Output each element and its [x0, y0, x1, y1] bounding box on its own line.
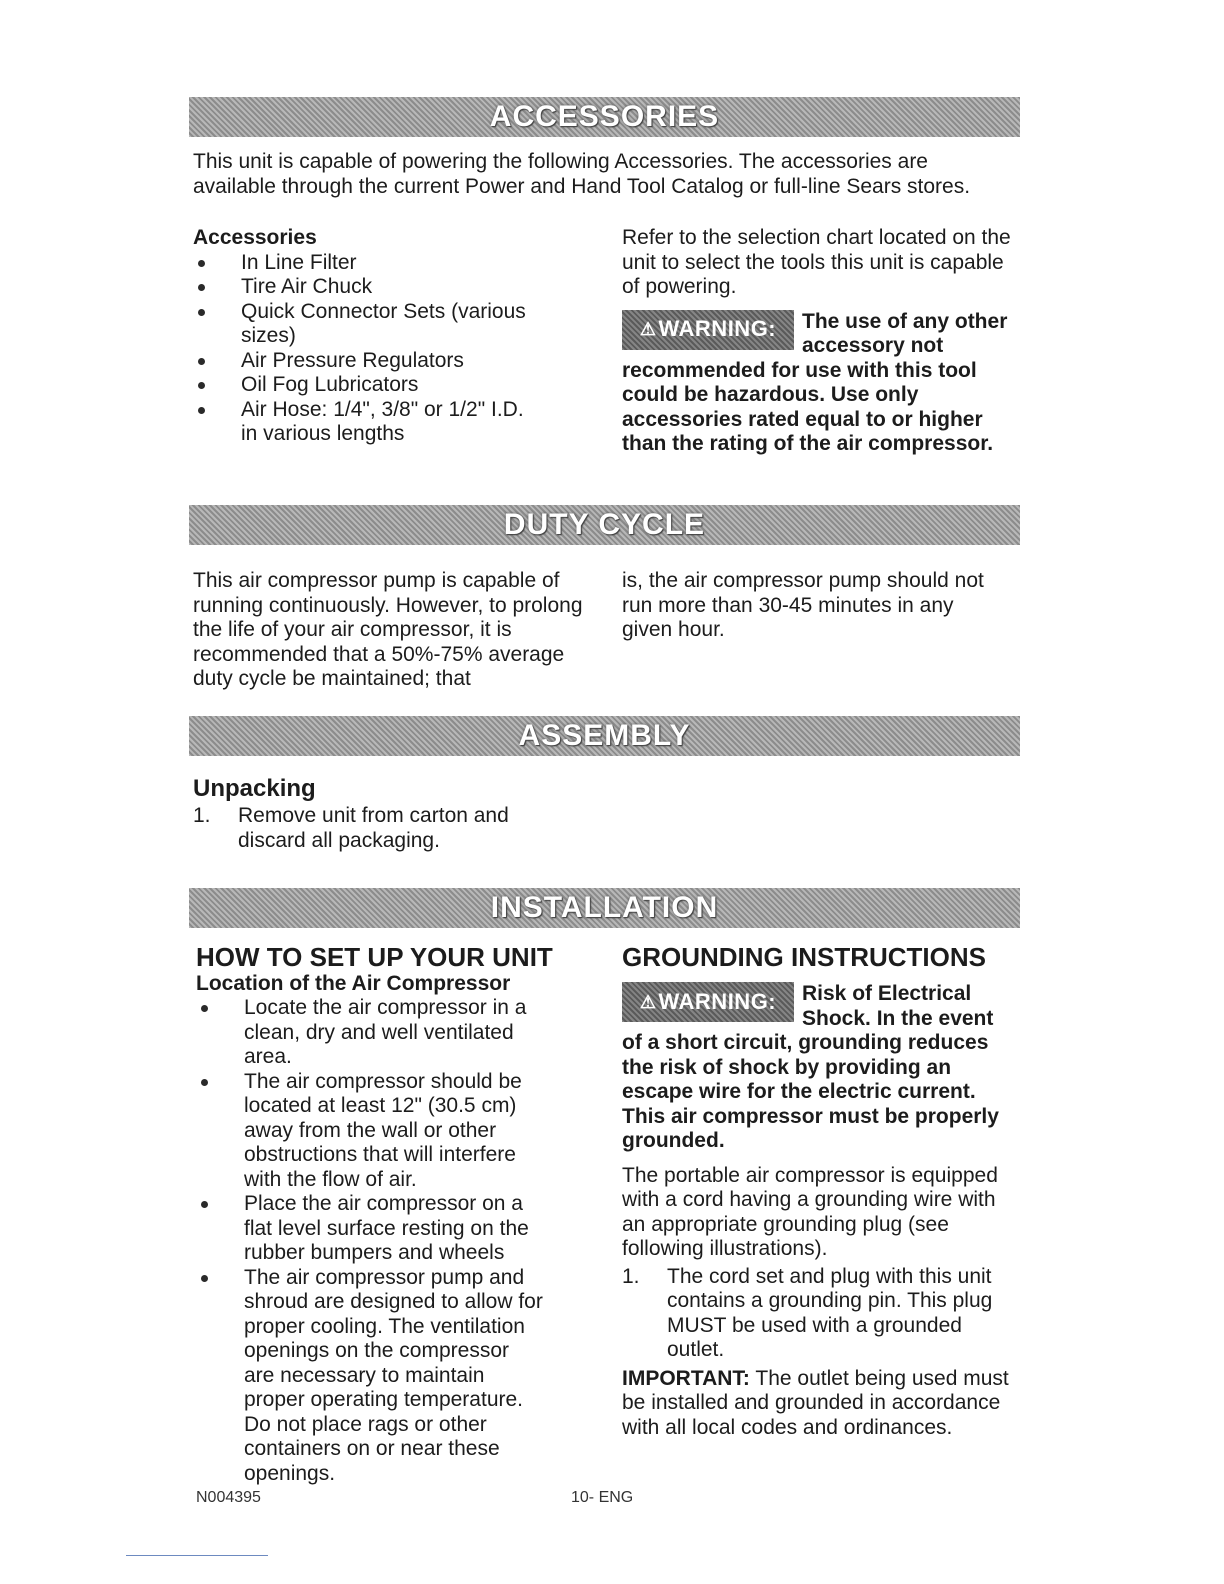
assembly-banner-title: ASSEMBLY [518, 719, 691, 752]
doc-number: N004395 [196, 1489, 261, 1506]
installation-banner-title: INSTALLATION [490, 891, 719, 924]
assembly-block [193, 774, 593, 853]
setup-heading: HOW TO SET UP YOUR UNIT [196, 942, 553, 972]
important-text: The outlet being used must be installed and grounded in accordance with all local codes and ordinances. [622, 1366, 1009, 1439]
warning-triangle-icon: ⚠ [639, 991, 657, 1012]
list-item: Air Pressure Regulators [193, 349, 538, 374]
accessories-banner-title: ACCESSORIES [489, 100, 720, 133]
selection-chart-text: Refer to the selection chart located on the unit to select the tools this unit is capable of powering. [622, 226, 1011, 298]
list-item: Quick Connector Sets (various sizes) [193, 300, 538, 349]
accessories-right-column [622, 226, 1017, 457]
grounding-heading: GROUNDING INSTRUCTIONS [622, 942, 986, 972]
warning-badge [622, 982, 794, 1022]
grounding-warning [622, 982, 1017, 1154]
list-item: Place the air compressor on a flat level surface resting on the rubber bumpers and wheels [196, 1192, 544, 1266]
accessories-list-block [193, 226, 593, 447]
list-item: In Line Filter [193, 251, 538, 276]
duty-cycle-banner [189, 505, 1020, 545]
location-heading: Location of the Air Compressor [196, 972, 511, 995]
list-item: Tire Air Chuck [193, 275, 538, 300]
list-item: Oil Fog Lubricators [193, 373, 538, 398]
important-note [622, 1367, 1017, 1441]
assembly-banner [189, 716, 1020, 756]
step-number: 1. [193, 804, 211, 827]
duty-cycle-banner-title: DUTY CYCLE [503, 508, 706, 541]
accessories-banner [189, 97, 1020, 137]
list-item [622, 1265, 1017, 1363]
installation-banner [189, 888, 1020, 928]
unpacking-steps [193, 804, 553, 853]
accessories-intro: This unit is capable of powering the following Accessories. The accessories are available through the current Power and Hand Tool Catalog or full-line Sears stores. [193, 150, 971, 198]
grounding-text: The portable air compressor is equipped with a cord having a grounding wire with an appropriate grounding plug (see following illustrations). [622, 1163, 998, 1260]
important-label: IMPORTANT: [622, 1366, 750, 1390]
location-list [196, 996, 544, 1486]
warning-badge-label: WARNING: [658, 988, 777, 1014]
list-item: Locate the air compressor in a clean, dry and well ventilated area. [196, 996, 544, 1070]
step-number: 1. [622, 1264, 640, 1288]
warning-triangle-icon: ⚠ [639, 319, 657, 340]
warning-badge-label: WARNING: [658, 316, 777, 342]
grounding-steps [622, 1265, 1017, 1363]
grounding-warning-text: Risk of Electrical Shock. In the event of a short circuit, grounding reduces the risk of shock by providing an escape wire for the electric current. This air compressor must be properly grounded. [622, 982, 999, 1152]
accessories-warning-text: The use of any other accessory not recommended for use with this tool could be hazardous. Use only accessories rated equal to or higher than the rating of the air compressor. [622, 309, 1008, 455]
unpacking-heading: Unpacking [193, 775, 316, 802]
footer-divider [126, 1555, 268, 1556]
duty-cycle-text-right: is, the air compressor pump should not run more than 30-45 minutes in any given hour. [622, 569, 984, 641]
list-item: Air Hose: 1/4", 3/8" or 1/2" I.D. in various lengths [193, 398, 538, 447]
accessories-warning [622, 310, 1017, 457]
warning-badge [622, 310, 794, 350]
list-item [193, 804, 553, 853]
list-item: The air compressor pump and shroud are designed to allow for proper cooling. The ventilation openings on the compressor are necessary to maintain proper operating temperature. Do not place rags or other containers on or near these openings. [196, 1266, 544, 1487]
accessories-list [193, 251, 538, 447]
step-text: Remove unit from carton and discard all packaging. [238, 804, 509, 852]
setup-column [196, 942, 596, 1486]
duty-cycle-text-left: This air compressor pump is capable of running continuously. However, to prolong the life of your air compressor, it is recommended that a 50%-75% average duty cycle be maintained; that [193, 569, 583, 690]
step-text: The cord set and plug with this unit contains a grounding pin. This plug MUST be used with a grounded outlet. [667, 1264, 993, 1361]
grounding-column [622, 942, 1017, 1440]
list-item: The air compressor should be located at least 12" (30.5 cm) away from the wall or other obstructions that will interfere with the flow of air. [196, 1070, 544, 1193]
accessories-list-title: Accessories [193, 226, 317, 249]
page-number: 10- ENG [571, 1489, 634, 1506]
